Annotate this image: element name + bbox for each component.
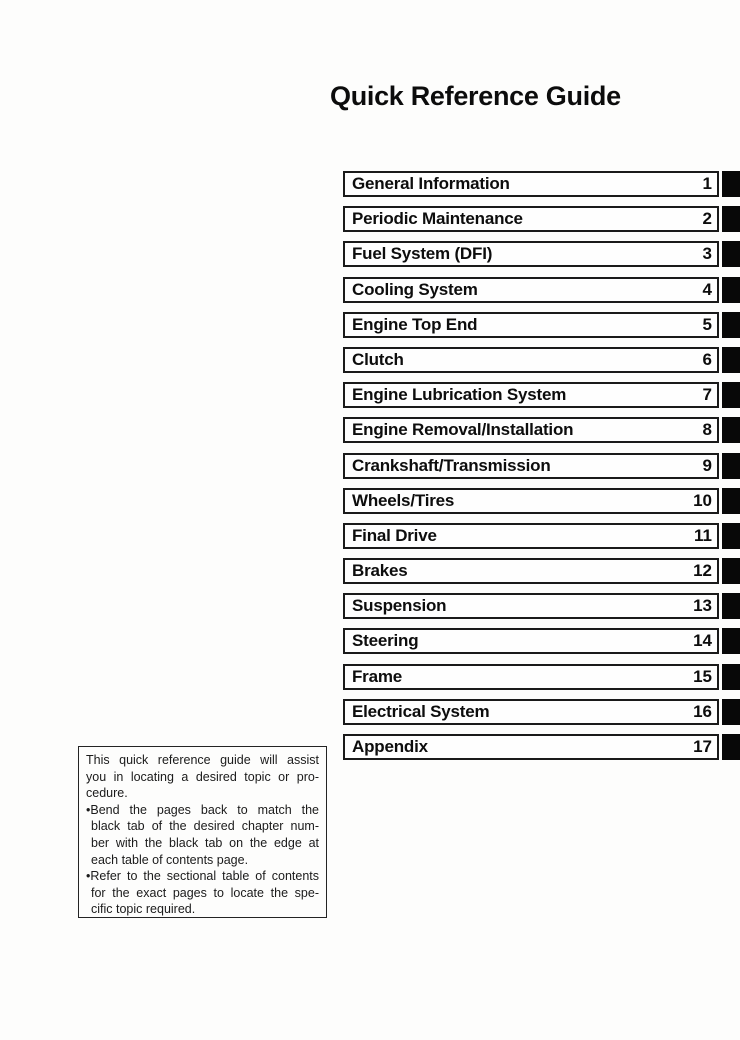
note-line: for the exact pages to locate the spe- [91, 885, 319, 900]
chapter-label: Wheels/Tires [352, 490, 455, 510]
chapter-label: Engine Top End [352, 314, 478, 334]
chapter-box[interactable] [343, 382, 719, 408]
chapter-edge-tab [722, 206, 740, 232]
chapter-box[interactable] [343, 171, 719, 197]
chapter-edge-tab [722, 699, 740, 725]
chapter-label: Engine Lubrication System [352, 385, 567, 405]
chapter-number: 11 [694, 525, 712, 545]
chapter-edge-tab [722, 241, 740, 267]
chapter-row[interactable] [343, 417, 740, 443]
chapter-box[interactable] [343, 558, 719, 584]
chapter-label: Appendix [352, 737, 428, 756]
chapter-number: 16 [693, 701, 712, 721]
chapter-row[interactable] [343, 734, 740, 760]
chapter-list [343, 171, 740, 760]
chapter-label: Brakes [352, 561, 408, 581]
chapter-box[interactable] [343, 734, 719, 760]
chapter-edge-tab [722, 347, 740, 373]
note-line: •Refer to the sectional table of contents [86, 869, 319, 884]
chapter-row[interactable] [343, 241, 740, 267]
note-line: each table of contents page. [91, 852, 249, 867]
note-line: cific topic required. [91, 902, 196, 917]
chapter-row[interactable] [343, 382, 740, 408]
chapter-edge-tab [722, 171, 740, 197]
note-line: you in locating a desired topic or pro- [86, 769, 319, 784]
note-line: black tab of the desired chapter num- [91, 819, 319, 834]
chapter-number: 1 [702, 174, 712, 193]
note-line: This quick reference guide will assist [86, 753, 319, 767]
chapter-number: 7 [702, 385, 712, 405]
chapter-number: 17 [693, 737, 712, 756]
chapter-number: 5 [702, 314, 712, 334]
chapter-number: 8 [702, 420, 712, 440]
chapter-row[interactable] [343, 488, 740, 514]
chapter-edge-tab [722, 628, 740, 654]
chapter-label: Electrical System [352, 701, 490, 721]
usage-note-box [78, 746, 327, 918]
chapter-label: Final Drive [352, 525, 437, 545]
chapter-label: Suspension [352, 596, 447, 616]
chapter-row[interactable] [343, 628, 740, 654]
chapter-number: 4 [702, 279, 712, 299]
chapter-box[interactable] [343, 453, 719, 479]
chapter-edge-tab [722, 664, 740, 690]
note-line: ber with the black tab on the edge at [91, 835, 319, 850]
chapter-row[interactable] [343, 206, 740, 232]
chapter-box[interactable] [343, 664, 719, 690]
chapter-edge-tab [722, 593, 740, 619]
chapter-edge-tab [722, 417, 740, 443]
chapter-edge-tab [722, 453, 740, 479]
chapter-edge-tab [722, 382, 740, 408]
chapter-row[interactable] [343, 664, 740, 690]
chapter-box[interactable] [343, 593, 719, 619]
chapter-row[interactable] [343, 453, 740, 479]
chapter-edge-tab [722, 523, 740, 549]
chapter-label: Periodic Maintenance [352, 209, 523, 229]
chapter-number: 10 [693, 490, 712, 510]
chapter-box[interactable] [343, 347, 719, 373]
chapter-label: Fuel System (DFI) [352, 244, 493, 264]
chapter-box[interactable] [343, 417, 719, 443]
chapter-label: General Information [352, 174, 510, 193]
chapter-box[interactable] [343, 241, 719, 267]
chapter-box[interactable] [343, 277, 719, 303]
chapter-label: Frame [352, 666, 403, 686]
chapter-row[interactable] [343, 171, 740, 197]
chapter-box[interactable] [343, 523, 719, 549]
chapter-number: 3 [702, 244, 712, 264]
chapter-label: Engine Removal/Installation [352, 420, 574, 440]
chapter-row[interactable] [343, 593, 740, 619]
chapter-label: Clutch [352, 349, 404, 369]
chapter-row[interactable] [343, 277, 740, 303]
chapter-row[interactable] [343, 558, 740, 584]
chapter-box[interactable] [343, 628, 719, 654]
chapter-row[interactable] [343, 699, 740, 725]
chapter-label: Cooling System [352, 279, 478, 299]
chapter-label: Crankshaft/Transmission [352, 455, 551, 475]
chapter-edge-tab [722, 558, 740, 584]
note-line: •Bend the pages back to match the [86, 802, 319, 817]
note-line: cedure. [86, 786, 128, 801]
chapter-edge-tab [722, 277, 740, 303]
chapter-number: 6 [702, 349, 712, 369]
chapter-number: 2 [702, 209, 712, 229]
chapter-number: 9 [702, 455, 712, 475]
chapter-row[interactable] [343, 523, 740, 549]
chapter-edge-tab [722, 734, 740, 760]
chapter-row[interactable] [343, 312, 740, 338]
chapter-number: 13 [693, 596, 712, 616]
chapter-box[interactable] [343, 699, 719, 725]
page-title: Quick Reference Guide [330, 81, 621, 111]
chapter-box[interactable] [343, 488, 719, 514]
chapter-number: 12 [693, 561, 712, 581]
chapter-box[interactable] [343, 312, 719, 338]
chapter-row[interactable] [343, 347, 740, 373]
chapter-box[interactable] [343, 206, 719, 232]
chapter-number: 15 [693, 666, 712, 686]
chapter-label: Steering [352, 631, 419, 651]
chapter-edge-tab [722, 312, 740, 338]
chapter-number: 14 [693, 631, 712, 651]
chapter-edge-tab [722, 488, 740, 514]
